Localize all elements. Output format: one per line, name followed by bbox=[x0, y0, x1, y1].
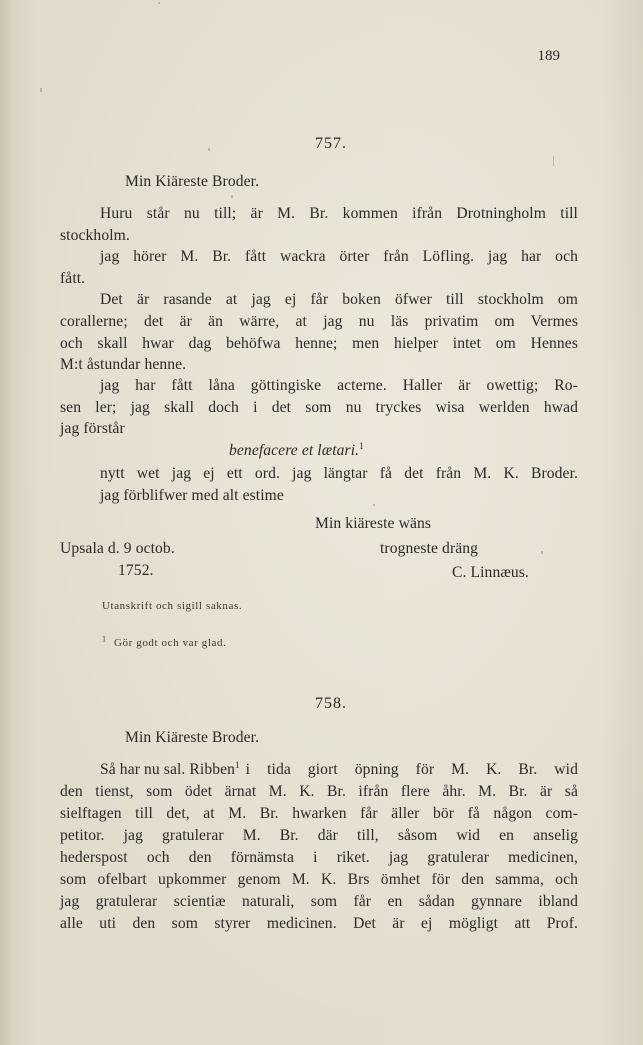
paper-speck bbox=[373, 504, 375, 506]
manuscript-note: Utanskrift och sigill saknas. bbox=[102, 600, 243, 612]
paragraph-line: jag gratulerar scientiæ naturali, som får en sådan gynnare ibland bbox=[60, 893, 578, 910]
paragraph-line: den tienst, som ödet ärnat M. K. Br. ifrån flere åhr. M. Br. är så bbox=[60, 783, 578, 800]
paragraph-line: jag förblifwer med alt estime bbox=[100, 487, 284, 504]
letter-757-number: 757. bbox=[315, 135, 347, 152]
place-date: Upsala d. 9 octob. bbox=[60, 540, 175, 557]
paragraph-line bbox=[100, 761, 578, 779]
paper-speck bbox=[541, 551, 543, 554]
letter-757-salutation: Min Kiäreste Broder. bbox=[125, 173, 260, 190]
paragraph-line: stockholm. bbox=[60, 227, 130, 244]
paragraph-line: Det är rasande at jag ej får boken öfwer till stockholm om bbox=[100, 291, 578, 308]
paper-speck bbox=[158, 2, 160, 4]
paragraph-line: hederspost och den förnämsta i riket. jag gratulerar medicinen, bbox=[60, 849, 578, 866]
latin-quote-text: benefacere et lætari. bbox=[229, 442, 360, 459]
line-start bbox=[100, 761, 240, 779]
footnote-reference: 1 bbox=[359, 440, 364, 451]
paper-speck bbox=[231, 195, 233, 198]
line-end: i tida giort öpning för M. K. Br. wid bbox=[245, 761, 578, 778]
paragraph-line: som ofelbart upkommer genom M. K. Brs ömhet för den samma, och bbox=[60, 871, 578, 888]
paragraph-line: M:t åstundar henne. bbox=[60, 356, 187, 373]
closing-title: trogneste dräng bbox=[380, 540, 479, 557]
letter-758-salutation: Min Kiäreste Broder. bbox=[125, 729, 260, 746]
footnote bbox=[102, 634, 227, 649]
paragraph-line: sen ler; jag skall doch i det som nu tryckes wisa werlden hwad bbox=[60, 399, 578, 416]
paragraph-line: jag har fått låna göttingiske acterne. Haller är owettig; Ro- bbox=[100, 377, 578, 394]
paragraph-line: jag förstår bbox=[60, 420, 125, 437]
paragraph-line: nytt wet jag ej ett ord. jag längtar få det från M. K. Broder. bbox=[100, 465, 578, 482]
paragraph-line: petitor. jag gratulerar M. Br. där till, såsom wid en anselig bbox=[60, 827, 578, 844]
line-text: Så har nu sal. Ribben bbox=[100, 761, 236, 778]
paper-speck bbox=[40, 88, 42, 92]
page-number: 189 bbox=[537, 48, 560, 64]
paragraph-line: sielftagen till det, at M. Br. hwarken får äller bör få någon com- bbox=[60, 805, 578, 822]
footnote-text: Gör godt och var glad. bbox=[113, 637, 227, 649]
paper-speck bbox=[553, 156, 554, 166]
paragraph-line: alle uti den som styrer medicinen. Det är ej mögligt att Prof. bbox=[60, 915, 578, 932]
paragraph-line: och skall hwar dag behöfwa henne; men hielper intet om Hennes bbox=[60, 335, 578, 352]
paragraph-line: Huru står nu till; är M. Br. kommen ifrån Drotningholm till bbox=[100, 205, 578, 222]
closing-phrase: Min kiäreste wäns bbox=[315, 515, 432, 532]
letter-758-number: 758. bbox=[315, 695, 347, 712]
paragraph-line: fått. bbox=[60, 270, 86, 287]
paragraph-line: corallerne; det är än wärre, at jag nu läs privatim om Vermes bbox=[60, 313, 578, 330]
signature: C. Linnæus. bbox=[452, 564, 529, 581]
footnote-reference: 1 bbox=[235, 759, 240, 770]
footnote-number: 1 bbox=[102, 634, 107, 644]
latin-quote bbox=[229, 442, 364, 460]
date-year: 1752. bbox=[118, 562, 154, 579]
paper-speck bbox=[208, 148, 210, 151]
paragraph-line: jag hörer M. Br. fått wackra örter från Löfling. jag har och bbox=[100, 248, 578, 265]
